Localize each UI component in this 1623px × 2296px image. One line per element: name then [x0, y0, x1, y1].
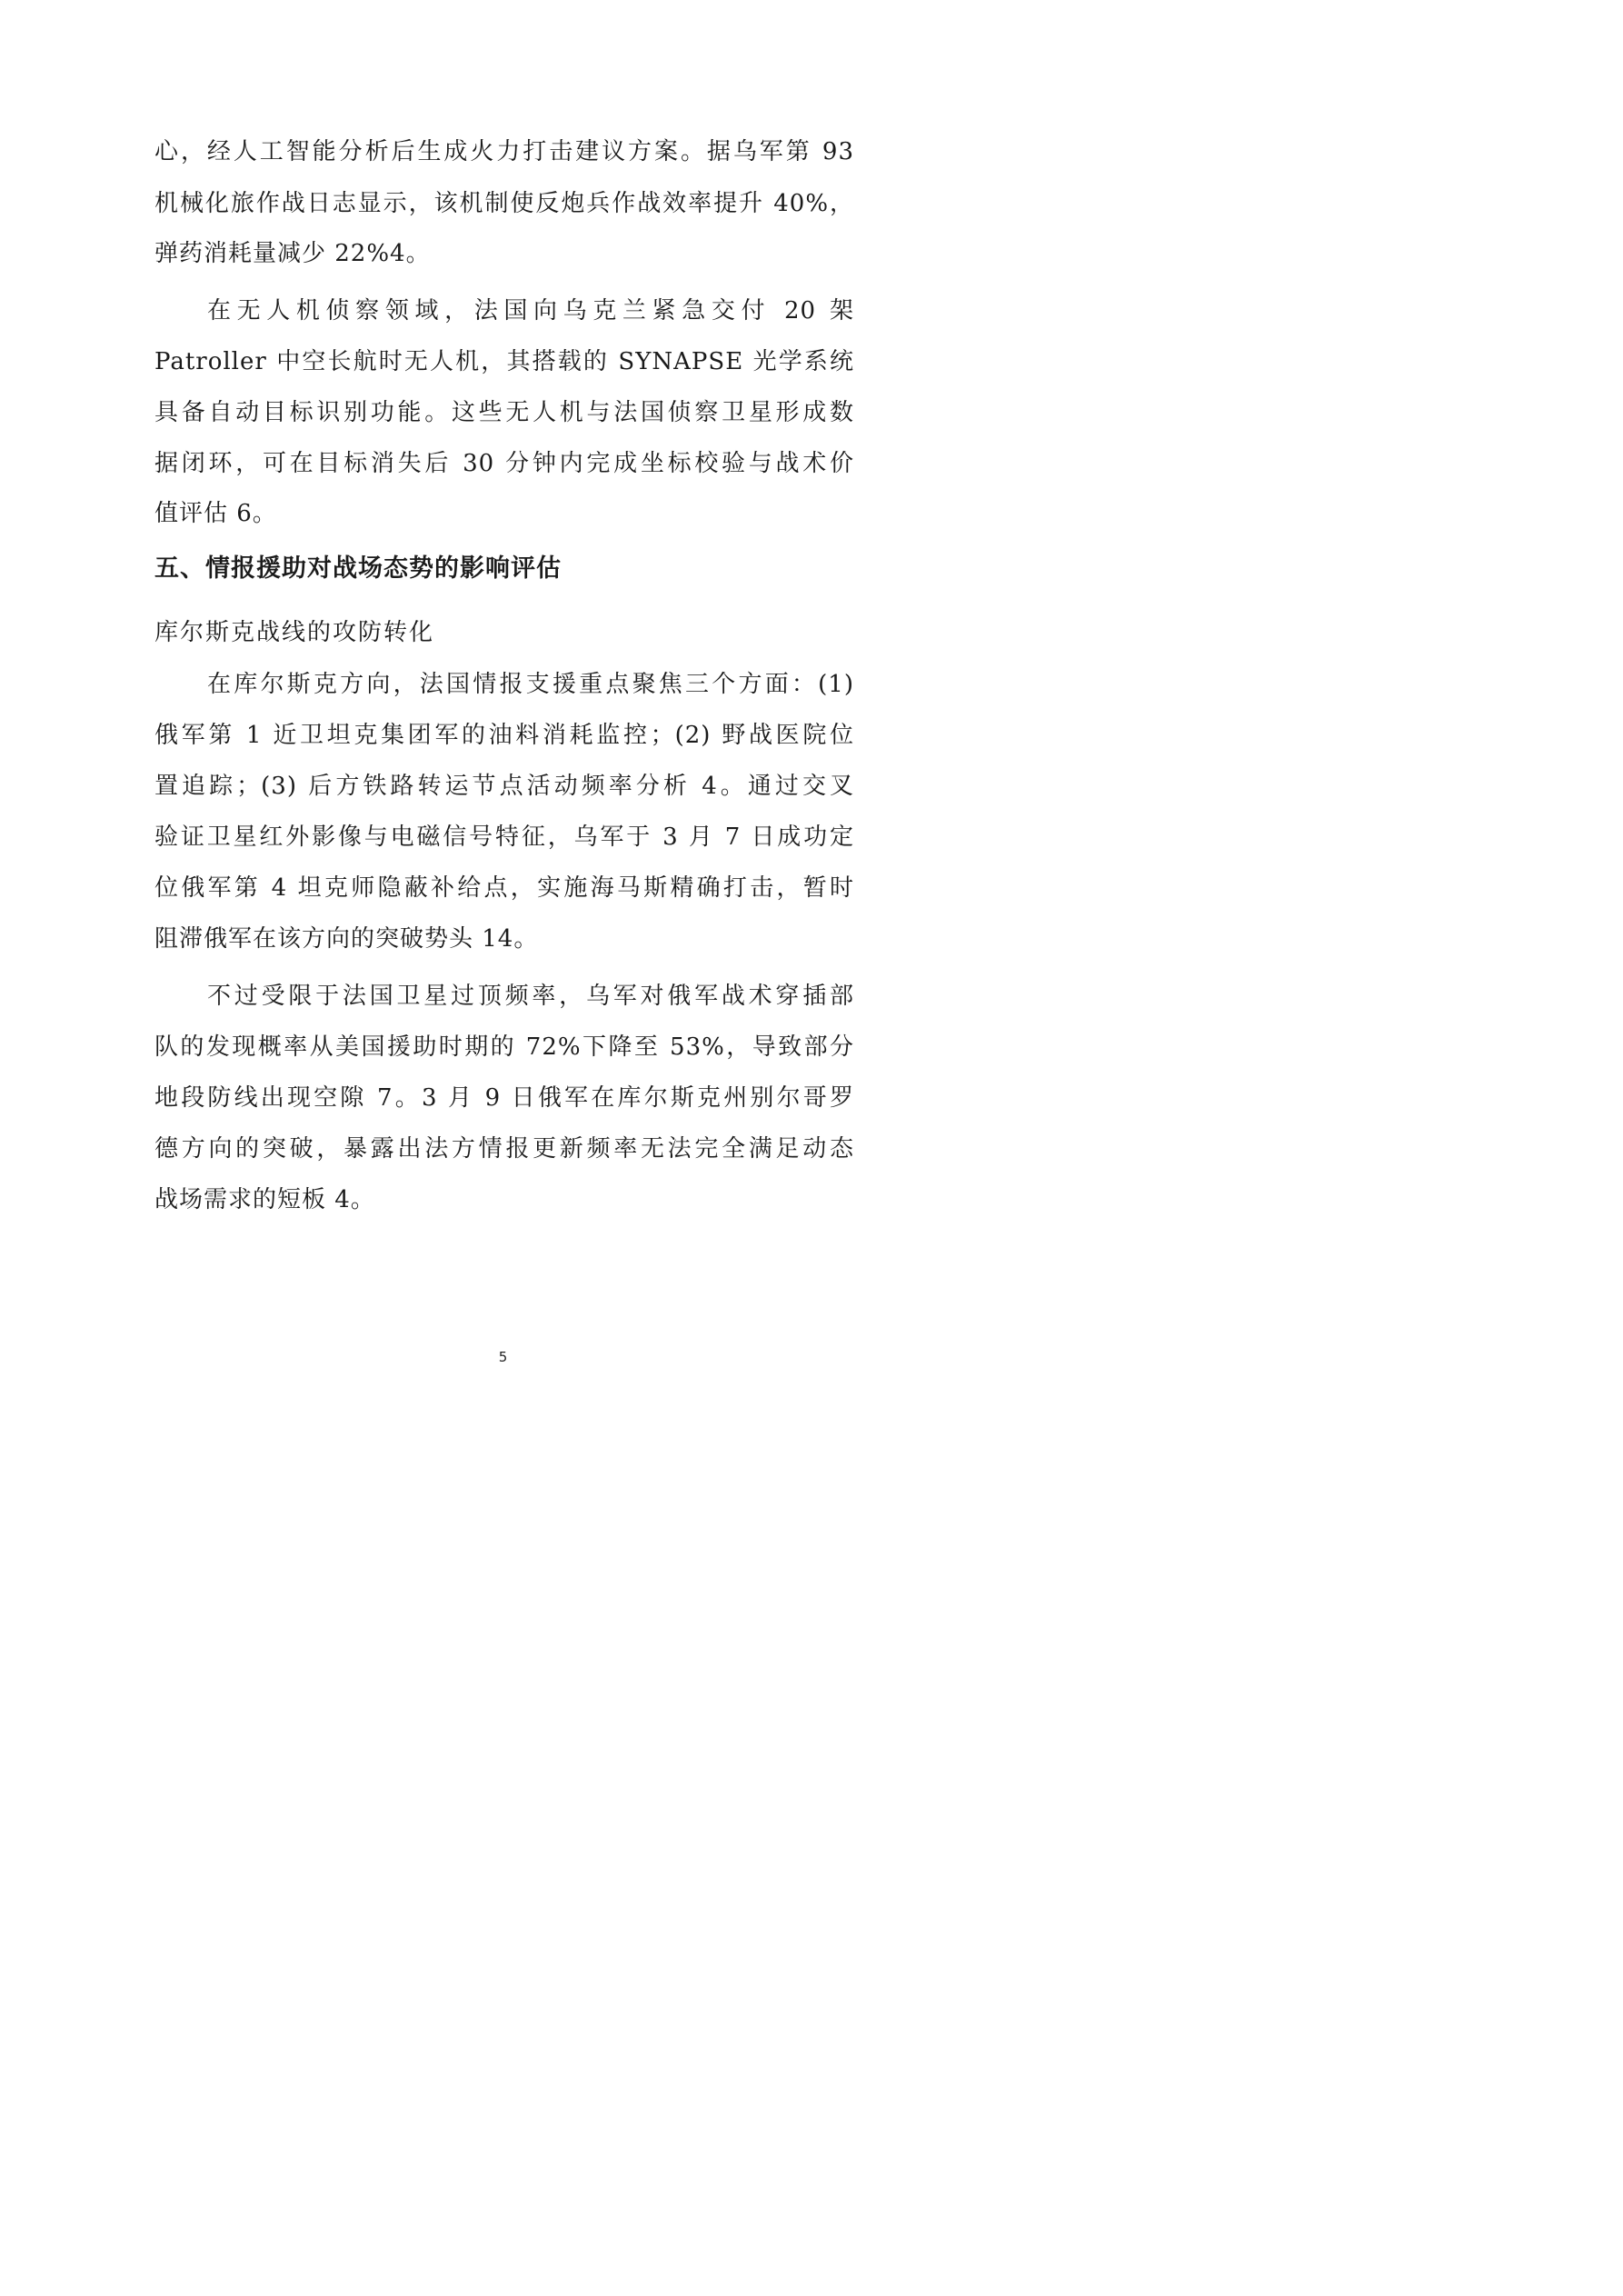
paragraph-line: 俄军第 1 近卫坦克集团军的油料消耗监控；(2) 野战医院位 — [154, 722, 854, 749]
paragraph-line: Patroller 中空长航时无人机，其搭载的 SYNAPSE 光学系统 — [154, 348, 854, 375]
paragraph-line: 位俄军第 4 坦克师隐蔽补给点，实施海马斯精确打击，暂时 — [154, 874, 854, 902]
document-page — [0, 0, 1006, 1423]
paragraph-line: 队的发现概率从美国援助时期的 72%下降至 53%，导致部分 — [154, 1033, 854, 1061]
section-heading: 五、情报援助对战场态势的影响评估 — [154, 554, 562, 583]
paragraph-line: 验证卫星红外影像与电磁信号特征，乌军于 3 月 7 日成功定 — [154, 824, 854, 851]
paragraph-line: 值评估 6。 — [154, 500, 277, 527]
paragraph-line: 阻滞俄军在该方向的突破势头 14。 — [154, 925, 539, 953]
paragraph-line: 不过受限于法国卫星过顶频率，乌军对俄军战术穿插部 — [207, 983, 854, 1010]
paragraph-line: 在库尔斯克方向，法国情报支援重点聚焦三个方面：(1) — [207, 671, 854, 698]
paragraph-line: 德方向的突破，暴露出法方情报更新频率无法完全满足动态 — [154, 1135, 854, 1163]
paragraph-line: 心，经人工智能分析后生成火力打击建议方案。据乌军第 93 — [154, 138, 854, 165]
paragraph-line: 据闭环，可在目标消失后 30 分钟内完成坐标校验与战术价 — [154, 450, 854, 477]
paragraph-line: 战场需求的短板 4。 — [154, 1186, 375, 1213]
paragraph-line: 在无人机侦察领域，法国向乌克兰紧急交付 20 架 — [207, 297, 854, 324]
paragraph-line: 弹药消耗量减少 22%4。 — [154, 240, 431, 267]
paragraph-line: 机械化旅作战日志显示，该机制使反炮兵作战效率提升 40%， — [154, 190, 854, 217]
paragraph-line: 置追踪；(3) 后方铁路转运节点活动频率分析 4。通过交叉 — [154, 773, 854, 800]
paragraph-line: 具备自动目标识别功能。这些无人机与法国侦察卫星形成数 — [154, 399, 854, 426]
paragraph-line: 地段防线出现空隙 7。3 月 9 日俄军在库尔斯克州别尔哥罗 — [154, 1084, 854, 1112]
subheading: 库尔斯克战线的攻防转化 — [154, 619, 435, 646]
page-number: 5 — [498, 1349, 508, 1365]
